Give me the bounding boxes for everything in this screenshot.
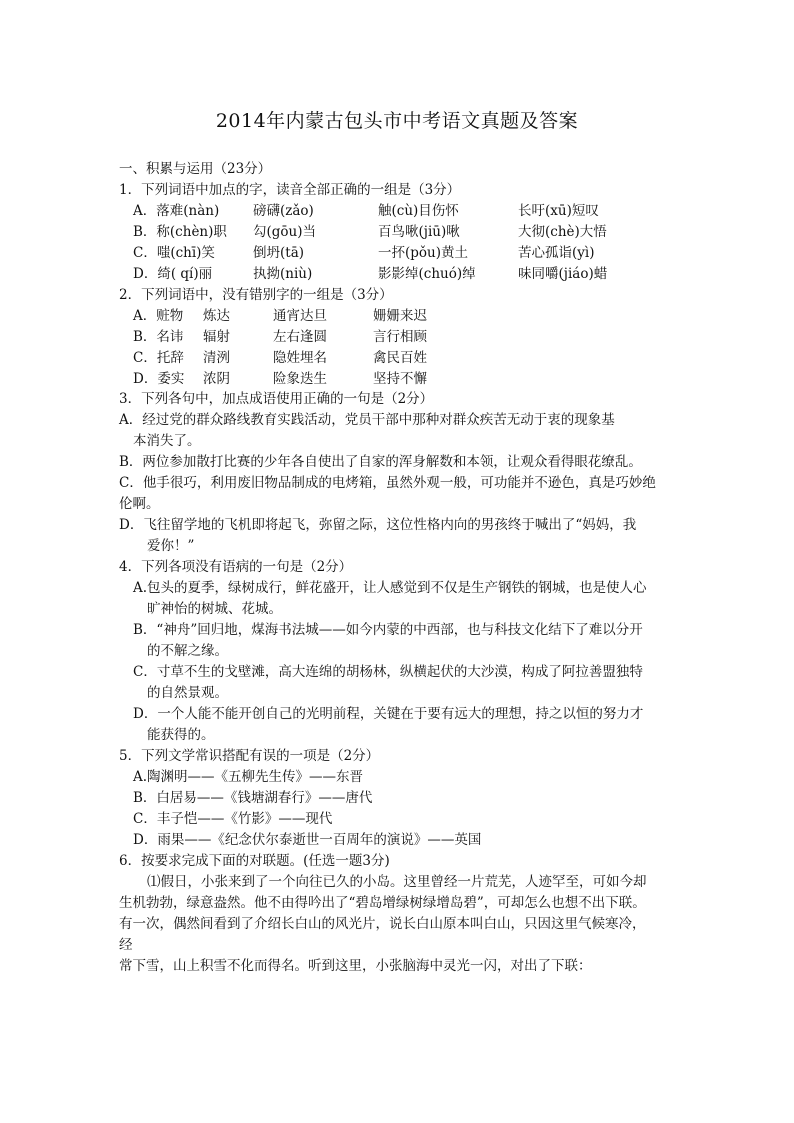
q6-passage-line-3: 有一次，偶然间看到了介绍长白山的风光片，说长白山原本叫白山，只因这里气候寒冷，: [119, 916, 646, 932]
question-5-stem: 5．下列文学常识搭配有误的一项是（2分）: [119, 748, 380, 764]
q1-a-item-2: 磅礴(zǎo): [253, 203, 314, 219]
q1-option-a: [133, 202, 599, 220]
q4-option-d-line-2: 能获得的。: [147, 727, 215, 743]
q5-option-d: D．雨果——《纪念伏尔泰逝世一百周年的演说》——英国: [133, 832, 482, 848]
q6-passage-line-1: ⑴假日，小张来到了一个向往已久的小岛。这里曾经一片荒芜，人迹罕至，可如今却: [147, 874, 647, 890]
q2-option-c: [133, 349, 427, 367]
q3-option-c-line-2: 伦啊。: [119, 496, 160, 512]
q2-option-a: [133, 307, 427, 325]
q2-a-item-3: 通宵达旦: [273, 308, 327, 324]
q2-option-d: [133, 370, 427, 388]
q1-b-item-3: 百鸟啾(jiū)啾: [378, 224, 460, 240]
q5-option-b: B．白居易——《钱塘湖春行》——唐代: [133, 790, 373, 806]
q1-d-item-3: 影影绰(chuó)绰: [378, 266, 476, 282]
q1-option-d: [133, 265, 607, 283]
q2-d-item-4: 坚持不懈: [373, 371, 427, 387]
q2-d-item-1: D．委实: [133, 371, 185, 387]
q4-option-a-line-1: A.包头的夏季，绿树成行，鲜花盛开，让人感觉到不仅是生产钢铁的钢城，也是使人心: [133, 580, 647, 596]
q2-a-item-1: A．赃物: [133, 308, 184, 324]
q4-option-b-line-2: 的不解之缘。: [147, 643, 228, 659]
q5-option-c: C．丰子恺——《竹影》——现代: [133, 811, 333, 827]
q1-a-item-4: 长吁(xū)短叹: [518, 203, 599, 219]
q1-c-item-4: 苦心孤诣(yì): [518, 245, 595, 261]
question-2-stem: 2．下列词语中，没有错别字的一组是（3分）: [119, 287, 393, 303]
q1-d-item-4: 味同嚼(jiáo)蜡: [518, 266, 608, 282]
q2-c-item-1: C．托辞: [133, 350, 184, 366]
q1-c-item-2: 倒坍(tā): [253, 245, 305, 261]
q6-passage-line-4: 经: [119, 937, 133, 953]
section-heading: 一、积累与运用（23分）: [119, 161, 272, 177]
q3-option-a-line-1: A．经过党的群众路线教育实践活动，党员干部中那种对群众疾苦无动于衷的现象基: [119, 412, 615, 428]
q2-c-item-3: 隐姓埋名: [273, 350, 327, 366]
q2-a-item-4: 姗姗来迟: [373, 308, 427, 324]
q3-option-d-line-2: 爱你！”: [147, 538, 195, 554]
q4-option-a-line-2: 旷神怡的树城、花城。: [147, 601, 282, 617]
q2-d-item-3: 险象迭生: [273, 371, 327, 387]
q2-b-item-1: B．名讳: [133, 329, 184, 345]
q2-a-item-2: 炼达: [203, 308, 230, 324]
q1-d-item-2: 执拗(niù): [253, 266, 313, 282]
q4-option-c-line-1: C．寸草不生的戈壁滩，高大连绵的胡杨林，纵横起伏的大沙漠，构成了阿拉善盟独特: [133, 664, 643, 680]
q1-d-item-1: D．绮( qí)丽: [133, 266, 213, 282]
page-title: 2014年内蒙古包头市中考语文真题及答案: [215, 110, 579, 132]
q1-b-item-1: B．称(chèn)职: [133, 224, 227, 240]
q2-b-item-2: 辐射: [203, 329, 230, 345]
q6-passage-line-2: 生机勃勃，绿意盎然。他不由得吟出了“碧岛增绿树绿增岛碧”，可却怎么也想不出下联。: [119, 895, 646, 911]
q3-option-b: B．两位参加散打比赛的少年各自使出了自家的浑身解数和本领，让观众看得眼花缭乱。: [119, 454, 642, 470]
q3-option-a-line-2: 本消失了。: [133, 433, 201, 449]
q5-option-a: A.陶渊明——《五柳先生传》——东晋: [133, 769, 364, 785]
q2-c-item-2: 清洌: [203, 350, 230, 366]
q2-option-b: [133, 328, 427, 346]
question-6-stem: 6．按要求完成下面的对联题。(任选一题3分): [119, 853, 390, 869]
question-4-stem: 4．下列各项没有语病的一句是（2分）: [119, 559, 353, 575]
q1-c-item-3: 一抔(pǒu)黄土: [378, 245, 468, 261]
question-1-stem: 1．下列词语中加点的字，读音全部正确的一组是（3分）: [119, 182, 461, 198]
q4-option-c-line-2: 的自然景观。: [147, 685, 228, 701]
q1-a-item-3: 触(cù)目伤怀: [378, 203, 459, 219]
q1-a-item-1: A．落难(nàn): [133, 203, 220, 219]
q2-b-item-4: 言行相顾: [373, 329, 427, 345]
q6-passage-line-5: 常下雪，山上积雪不化而得名。听到这里，小张脑海中灵光一闪，对出了下联：: [119, 958, 592, 974]
q3-option-d-line-1: D．飞往留学地的飞机即将起飞，弥留之际，这位性格内向的男孩终于喊出了“妈妈，我: [119, 517, 637, 533]
q2-d-item-2: 浓阴: [203, 371, 230, 387]
q2-c-item-4: 禽民百姓: [373, 350, 427, 366]
q4-option-b-line-1: B．“神舟”回归地，煤海书法城——如今内蒙的中西部，也与科技文化结下了难以分开: [133, 622, 643, 638]
q1-option-b: [133, 223, 607, 241]
q4-option-d-line-1: D．一个人能不能开创自己的光明前程，关键在于要有远大的理想，持之以恒的努力才: [133, 706, 644, 722]
q1-b-item-4: 大彻(chè)大悟: [518, 224, 607, 240]
q2-b-item-3: 左右逢圆: [273, 329, 327, 345]
q1-b-item-2: 勾(gōu)当: [253, 224, 316, 240]
q1-option-c: [133, 244, 594, 262]
q1-c-item-1: C．嗤(chī)笑: [133, 245, 215, 261]
q3-option-c-line-1: C．他手很巧，利用废旧物品制成的电烤箱，虽然外观一般，可功能并不逊色，真是巧妙绝: [119, 475, 656, 491]
question-3-stem: 3．下列各句中，加点成语使用正确的一句是（2分）: [119, 391, 434, 407]
